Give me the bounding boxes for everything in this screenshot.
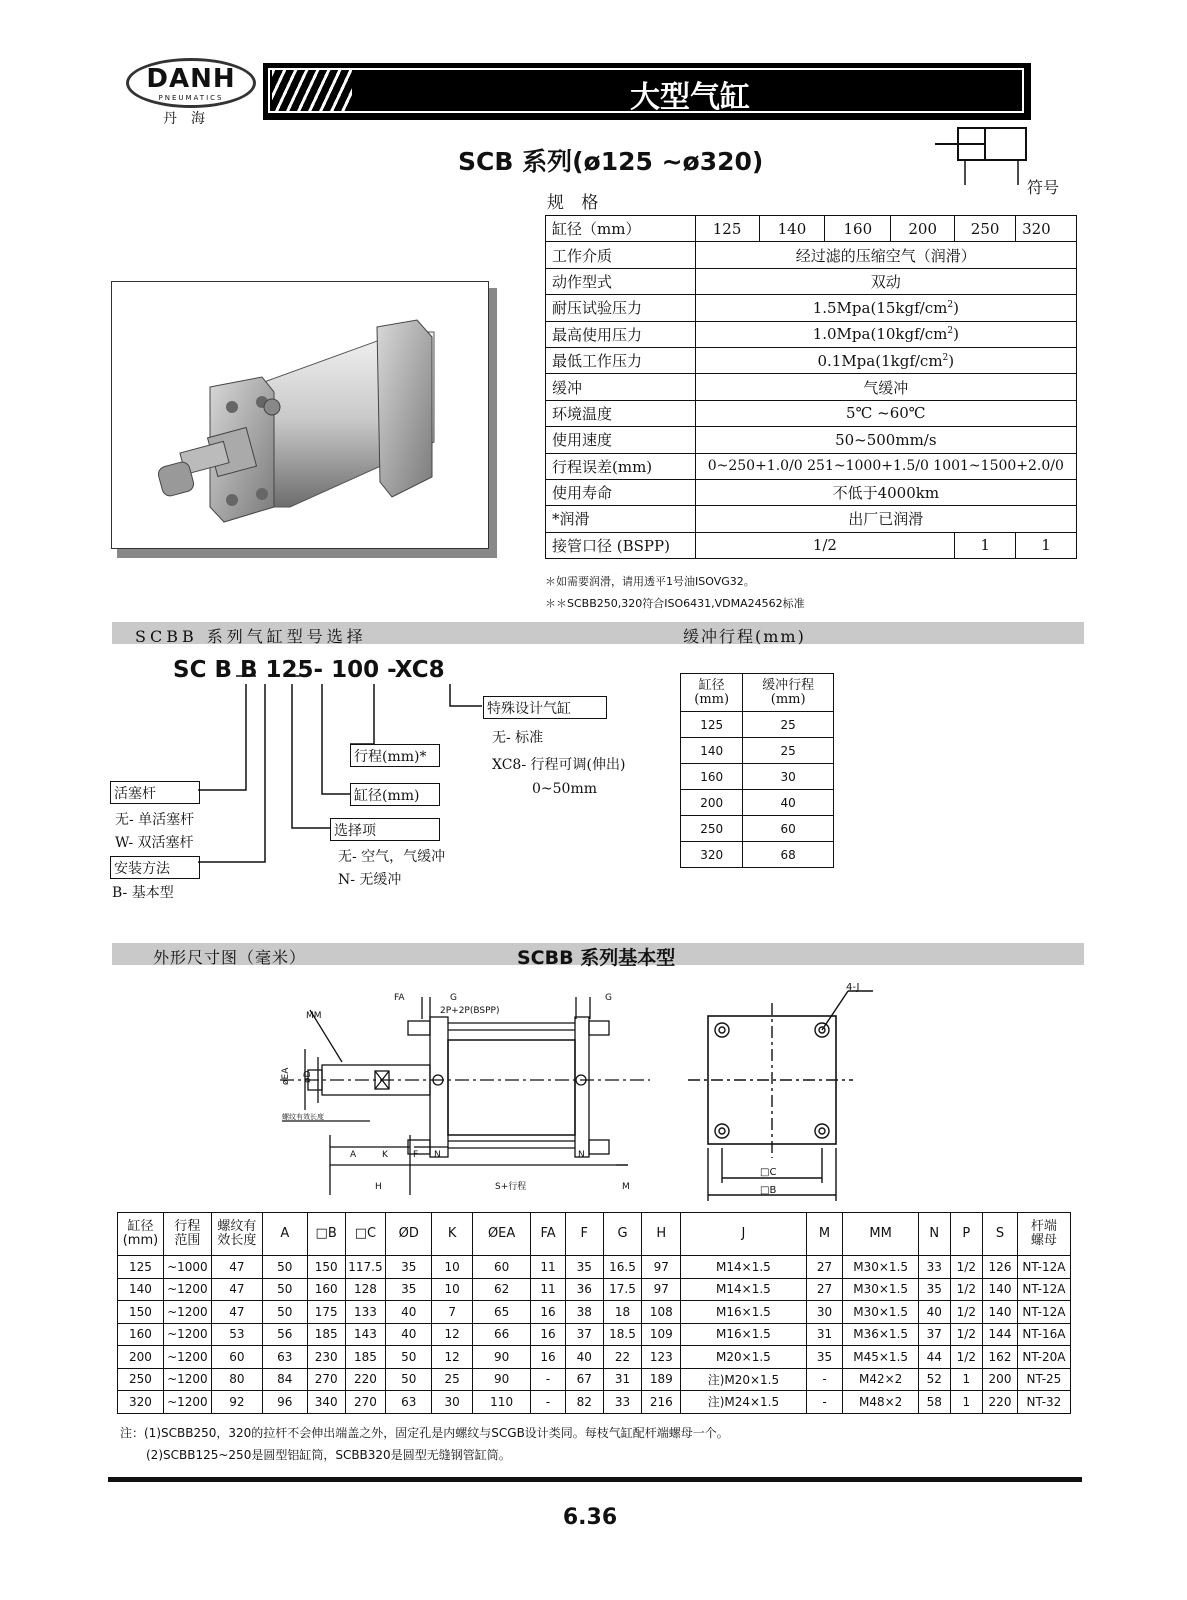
option-label: 选择项 <box>330 818 440 841</box>
table-cell: 40 <box>743 790 834 816</box>
table-cell: 16.5 <box>603 1256 642 1279</box>
table-row <box>546 400 1077 426</box>
table-cell: 133 <box>345 1301 386 1324</box>
table-header: 缸径 (mm) <box>681 674 743 712</box>
table-cell: 37 <box>565 1323 603 1346</box>
spec-bore: 200 <box>891 216 955 242</box>
table-cell: 340 <box>307 1391 345 1414</box>
spec-row-label: 缓冲 <box>546 374 696 400</box>
table-cell: 1/2 <box>950 1346 983 1369</box>
table-row <box>546 453 1077 479</box>
table-cell: NT-12A <box>1017 1301 1070 1324</box>
table-cell: 68 <box>743 842 834 868</box>
table-cell: 160 <box>118 1323 164 1346</box>
table-cell: 50 <box>262 1278 307 1301</box>
table-cell: 82 <box>565 1391 603 1414</box>
table-header: G <box>603 1213 642 1256</box>
table-cell: 270 <box>307 1368 345 1391</box>
table-cell: NT-12A <box>1017 1256 1070 1279</box>
table-cell: 126 <box>983 1256 1018 1279</box>
table-cell: - <box>531 1368 566 1391</box>
table-cell: ~1200 <box>163 1301 211 1324</box>
rod-option: W- 双活塞杆 <box>115 835 194 851</box>
cushion-table <box>680 673 834 868</box>
table-header: □B <box>307 1213 345 1256</box>
table-cell: ~1200 <box>163 1391 211 1414</box>
end-view-drawing <box>688 983 858 1203</box>
table-cell: 97 <box>642 1278 681 1301</box>
table-row <box>118 1278 1071 1301</box>
table-header: P <box>950 1213 983 1256</box>
table-cell: 16 <box>531 1323 566 1346</box>
spec-bore: 320 <box>1016 216 1077 242</box>
table-cell: 200 <box>681 790 743 816</box>
table-cell: 62 <box>473 1278 531 1301</box>
footnote-1: 注：(1)SCBB250，320的拉杆不会伸出端盖之外，固定孔是内螺纹与SCGB设计类同。每枝气缸配杆端螺母一个。 <box>120 1426 729 1440</box>
table-cell: - <box>806 1368 843 1391</box>
table-cell: 31 <box>806 1323 843 1346</box>
label-a: A <box>350 1150 357 1160</box>
table-cell: 92 <box>211 1391 262 1414</box>
table-cell: 35 <box>806 1346 843 1369</box>
table-cell: ~1000 <box>163 1256 211 1279</box>
table-cell: M14×1.5 <box>681 1278 807 1301</box>
spec-bore-label: 缸径（mm） <box>546 216 696 242</box>
table-cell: 12 <box>432 1323 473 1346</box>
table-cell: 17.5 <box>603 1278 642 1301</box>
rod-label: 活塞杆 <box>110 781 200 804</box>
table-cell: 27 <box>806 1256 843 1279</box>
logo: DANH <box>146 64 236 94</box>
table-cell: 220 <box>983 1391 1018 1414</box>
table-cell: 125 <box>118 1256 164 1279</box>
table-header: K <box>432 1213 473 1256</box>
table-row <box>681 790 834 816</box>
table-row <box>546 242 1077 268</box>
table-header-row <box>118 1213 1071 1256</box>
table-cell: NT-16A <box>1017 1323 1070 1346</box>
table-header: H <box>642 1213 681 1256</box>
table-cell: 97 <box>642 1256 681 1279</box>
table-cell: 40 <box>386 1301 432 1324</box>
table-cell: 189 <box>642 1368 681 1391</box>
table-cell: 31 <box>603 1368 642 1391</box>
table-cell: 63 <box>386 1391 432 1414</box>
bore-label: 缸径(mm) <box>350 783 440 806</box>
table-cell: 144 <box>983 1323 1018 1346</box>
mount-option: B- 基本型 <box>112 885 174 901</box>
table-cell: 1/2 <box>950 1256 983 1279</box>
mount-label: 安装方法 <box>110 856 200 879</box>
spec-row-value: 5℃ ~60℃ <box>695 400 1076 426</box>
label-f: F <box>413 1150 419 1160</box>
table-cell: 1 <box>950 1368 983 1391</box>
table-cell: M30×1.5 <box>843 1278 919 1301</box>
spec-row-label: 行程误差(mm) <box>546 453 696 479</box>
spec-table <box>545 215 1077 559</box>
spec-row-value: 气缓冲 <box>695 374 1076 400</box>
table-header: FA <box>531 1213 566 1256</box>
table-cell: 140 <box>118 1278 164 1301</box>
table-cell: - <box>806 1391 843 1414</box>
table-cell: M30×1.5 <box>843 1256 919 1279</box>
note-standard: ＊＊SCBB250,320符合ISO6431,VDMA24562标准 <box>545 597 805 610</box>
table-row <box>681 674 834 712</box>
special-option: 无- 标准 <box>492 730 544 746</box>
table-cell: 320 <box>681 842 743 868</box>
table-cell: 109 <box>642 1323 681 1346</box>
table-header: 螺纹有 效长度 <box>211 1213 262 1256</box>
table-cell: 40 <box>386 1323 432 1346</box>
table-header: F <box>565 1213 603 1256</box>
table-cell: 16 <box>531 1346 566 1369</box>
table-cell: ~1200 <box>163 1323 211 1346</box>
table-cell: 90 <box>473 1346 531 1369</box>
symbol-label: 符号 <box>1027 178 1060 197</box>
label-h: H <box>375 1182 382 1192</box>
series-title: SCB 系列(ø125 ~ø320) <box>458 147 764 176</box>
table-cell: ~1200 <box>163 1368 211 1391</box>
table-cell: 65 <box>473 1301 531 1324</box>
table-cell: 18.5 <box>603 1323 642 1346</box>
table-cell: 50 <box>386 1368 432 1391</box>
spec-row-label: 最高使用压力 <box>546 321 696 347</box>
table-cell: 25 <box>743 738 834 764</box>
table-cell: 96 <box>262 1391 307 1414</box>
label-fa: FA <box>394 993 405 1003</box>
table-cell: M16×1.5 <box>681 1301 807 1324</box>
cushion-section-title: 缓冲行程(mm) <box>683 627 806 646</box>
page-number: 6.36 <box>562 1505 618 1530</box>
table-cell: 185 <box>345 1346 386 1369</box>
spec-row-value: 50~500mm/s <box>695 427 1076 453</box>
table-cell: 47 <box>211 1301 262 1324</box>
table-cell: M45×1.5 <box>843 1346 919 1369</box>
stroke-label: 行程(mm)* <box>350 744 440 767</box>
table-header: S <box>983 1213 1018 1256</box>
table-cell: 150 <box>118 1301 164 1324</box>
cylinder-illustration <box>112 282 487 547</box>
table-row <box>118 1256 1071 1279</box>
label-n2: N <box>578 1150 585 1160</box>
spec-row-label: 耐压试验压力 <box>546 295 696 321</box>
table-cell: M20×1.5 <box>681 1346 807 1369</box>
table-cell: 160 <box>681 764 743 790</box>
table-cell: 50 <box>386 1346 432 1369</box>
table-cell: 注)M20×1.5 <box>681 1368 807 1391</box>
table-cell: 35 <box>565 1256 603 1279</box>
table-cell: ~1200 <box>163 1278 211 1301</box>
special-option: XC8- 行程可调(伸出) <box>492 757 626 773</box>
label-n: N <box>434 1150 441 1160</box>
table-cell: 16 <box>531 1301 566 1324</box>
table-row <box>546 374 1077 400</box>
special-design-label: 特殊设计气缸 <box>483 696 607 719</box>
table-row <box>118 1368 1071 1391</box>
bottom-rule <box>108 1477 1082 1482</box>
table-cell: 33 <box>603 1391 642 1414</box>
table-cell: 22 <box>603 1346 642 1369</box>
spec-row-value: 0~250+1.0/0 251~1000+1.5/0 1001~1500+2.0/0 <box>695 453 1076 479</box>
table-cell: 60 <box>743 816 834 842</box>
table-cell: 140 <box>983 1278 1018 1301</box>
table-row <box>118 1301 1071 1324</box>
spec-row-label: 使用寿命 <box>546 479 696 505</box>
table-cell: 50 <box>262 1301 307 1324</box>
label-b: □B <box>760 1185 777 1196</box>
table-header: MM <box>843 1213 919 1256</box>
spec-row-value: $1.0Mpa(10kgf/cm^2)$ <box>695 321 1076 347</box>
table-cell: M14×1.5 <box>681 1256 807 1279</box>
table-row <box>681 816 834 842</box>
table-cell: 110 <box>473 1391 531 1414</box>
table-row <box>546 347 1077 373</box>
table-cell: 230 <box>307 1346 345 1369</box>
table-row <box>118 1323 1071 1346</box>
table-cell: 220 <box>345 1368 386 1391</box>
spec-row-label: 最低工作压力 <box>546 347 696 373</box>
table-cell: 143 <box>345 1323 386 1346</box>
table-cell: 56 <box>262 1323 307 1346</box>
label-g: G <box>450 993 457 1003</box>
spec-row-value: 经过滤的压缩空气（润滑） <box>695 242 1076 268</box>
table-cell: 128 <box>345 1278 386 1301</box>
table-row <box>118 1346 1071 1369</box>
table-cell: 47 <box>211 1256 262 1279</box>
label-port: 2P+2P(BSPP) <box>440 1006 500 1016</box>
table-cell: 66 <box>473 1323 531 1346</box>
spec-port-value: 1/2 <box>695 532 955 558</box>
spec-port-label: 接管口径 (BSPP) <box>546 532 696 558</box>
table-header: □C <box>345 1213 386 1256</box>
table-header: 缓冲行程 (mm) <box>743 674 834 712</box>
table-cell: 11 <box>531 1278 566 1301</box>
table-cell: 30 <box>806 1301 843 1324</box>
table-cell: 84 <box>262 1368 307 1391</box>
table-cell: M30×1.5 <box>843 1301 919 1324</box>
cylinder-symbol-lines <box>930 125 1030 187</box>
table-cell: NT-20A <box>1017 1346 1070 1369</box>
table-cell: 注)M24×1.5 <box>681 1391 807 1414</box>
spec-row-value: $0.1Mpa(1kgf/cm^2)$ <box>695 347 1076 373</box>
label-ea: øEA <box>281 1067 291 1085</box>
table-header: N <box>918 1213 950 1256</box>
label-thread: 螺纹有效长度 <box>282 1113 324 1121</box>
table-header: ØD <box>386 1213 432 1256</box>
spec-bore: 140 <box>759 216 825 242</box>
label-mm: MM <box>306 1011 322 1021</box>
table-cell: ~1200 <box>163 1346 211 1369</box>
table-cell: 7 <box>432 1301 473 1324</box>
table-cell: 117.5 <box>345 1256 386 1279</box>
page-title: 大型气缸 <box>630 80 750 115</box>
label-k: K <box>382 1150 388 1160</box>
side-view-drawing <box>270 985 670 1200</box>
table-cell: 35 <box>386 1256 432 1279</box>
table-row <box>546 216 1077 242</box>
table-cell: 63 <box>262 1346 307 1369</box>
table-cell: 185 <box>307 1323 345 1346</box>
spec-row-value: 双动 <box>695 268 1076 294</box>
spec-label: 规 格 <box>547 193 605 213</box>
table-cell: 67 <box>565 1368 603 1391</box>
table-row <box>546 321 1077 347</box>
table-cell: 38 <box>565 1301 603 1324</box>
dimension-table <box>117 1212 1071 1414</box>
table-cell: 1/2 <box>950 1323 983 1346</box>
spec-row-label: *润滑 <box>546 506 696 532</box>
table-cell: 162 <box>983 1346 1018 1369</box>
table-cell: 1 <box>950 1391 983 1414</box>
table-cell: 30 <box>432 1391 473 1414</box>
table-cell: 58 <box>918 1391 950 1414</box>
table-cell: 140 <box>983 1301 1018 1324</box>
rod-option: 无- 单活塞杆 <box>115 812 195 828</box>
table-cell: 160 <box>307 1278 345 1301</box>
table-cell: 25 <box>432 1368 473 1391</box>
table-row <box>681 738 834 764</box>
table-cell: M48×2 <box>843 1391 919 1414</box>
table-row <box>546 427 1077 453</box>
table-cell: M42×2 <box>843 1368 919 1391</box>
spec-port-value: 1 <box>1016 532 1077 558</box>
table-cell: NT-25 <box>1017 1368 1070 1391</box>
table-cell: 25 <box>743 712 834 738</box>
table-cell: 27 <box>806 1278 843 1301</box>
table-cell: M16×1.5 <box>681 1323 807 1346</box>
label-s: S+行程 <box>495 1182 527 1192</box>
table-row <box>546 295 1077 321</box>
table-header: A <box>262 1213 307 1256</box>
table-row <box>681 712 834 738</box>
logo-subtitle: PNEUMATICS <box>158 94 224 102</box>
spec-row-value: 出厂已润滑 <box>695 506 1076 532</box>
table-cell: NT-12A <box>1017 1278 1070 1301</box>
logo-chinese-name: 丹海 <box>163 111 219 127</box>
model-section-title: SCBB 系列气缸型号选择 <box>135 627 367 646</box>
table-cell: 320 <box>118 1391 164 1414</box>
spec-bore: 125 <box>695 216 759 242</box>
table-cell: 18 <box>603 1301 642 1324</box>
table-cell: 44 <box>918 1346 950 1369</box>
table-row <box>546 506 1077 532</box>
table-cell: 11 <box>531 1256 566 1279</box>
table-cell: 175 <box>307 1301 345 1324</box>
table-header: M <box>806 1213 843 1256</box>
table-row <box>546 532 1077 558</box>
table-header: J <box>681 1213 807 1256</box>
table-cell: 60 <box>473 1256 531 1279</box>
table-cell: 140 <box>681 738 743 764</box>
table-cell: 33 <box>918 1256 950 1279</box>
table-cell: 90 <box>473 1368 531 1391</box>
table-cell: M36×1.5 <box>843 1323 919 1346</box>
spec-row-label: 工作介质 <box>546 242 696 268</box>
dimension-section-subtitle: SCBB 系列基本型 <box>517 947 676 969</box>
table-row <box>681 842 834 868</box>
spec-row-value: 不低于4000km <box>695 479 1076 505</box>
table-header: 缸径 (mm) <box>118 1213 164 1256</box>
option-item: 无- 空气，气缓冲 <box>338 849 446 865</box>
spec-row-value: $1.5Mpa(15kgf/cm^2)$ <box>695 295 1076 321</box>
table-cell: 125 <box>681 712 743 738</box>
table-cell: 37 <box>918 1323 950 1346</box>
table-cell: - <box>531 1391 566 1414</box>
label-d: øD <box>303 1070 313 1083</box>
label-g2: G <box>605 993 612 1003</box>
spec-row-label: 动作型式 <box>546 268 696 294</box>
table-cell: 36 <box>565 1278 603 1301</box>
table-cell: 40 <box>565 1346 603 1369</box>
table-cell: 216 <box>642 1391 681 1414</box>
title-stripes-decoration <box>272 70 352 111</box>
table-row <box>118 1391 1071 1414</box>
table-cell: 250 <box>681 816 743 842</box>
table-cell: 10 <box>432 1278 473 1301</box>
spec-bore: 250 <box>955 216 1016 242</box>
note-lubrication: ＊如需要润滑，请用透平1号油ISOVG32。 <box>545 575 755 588</box>
table-header: 行程 范围 <box>163 1213 211 1256</box>
table-cell: 150 <box>307 1256 345 1279</box>
table-cell: 47 <box>211 1278 262 1301</box>
table-cell: 270 <box>345 1391 386 1414</box>
table-cell: 60 <box>211 1346 262 1369</box>
table-header: ØEA <box>473 1213 531 1256</box>
spec-port-value: 1 <box>955 532 1016 558</box>
spec-row-label: 使用速度 <box>546 427 696 453</box>
model-code-example: SC B B 125- 100 -XC8 <box>173 657 445 683</box>
table-header: 杆端 螺母 <box>1017 1213 1070 1256</box>
table-cell: 40 <box>918 1301 950 1324</box>
table-cell: 53 <box>211 1323 262 1346</box>
table-cell: 108 <box>642 1301 681 1324</box>
table-cell: 50 <box>262 1256 307 1279</box>
label-m: M <box>622 1182 630 1192</box>
table-cell: 10 <box>432 1256 473 1279</box>
table-cell: 200 <box>118 1346 164 1369</box>
table-cell: 35 <box>386 1278 432 1301</box>
label-j: 4-J <box>846 982 860 993</box>
table-cell: 200 <box>983 1368 1018 1391</box>
table-row <box>681 764 834 790</box>
table-cell: 80 <box>211 1368 262 1391</box>
table-cell: 12 <box>432 1346 473 1369</box>
product-photo <box>111 281 489 549</box>
table-cell: 30 <box>743 764 834 790</box>
spec-row-label: 环境温度 <box>546 400 696 426</box>
footnote-2: (2)SCBB125~250是圆型铝缸筒，SCBB320是圆型无缝钢管缸筒。 <box>146 1448 511 1462</box>
table-cell: 250 <box>118 1368 164 1391</box>
table-cell: 123 <box>642 1346 681 1369</box>
table-cell: 35 <box>918 1278 950 1301</box>
label-c: □C <box>760 1167 777 1178</box>
table-cell: 52 <box>918 1368 950 1391</box>
table-cell: NT-32 <box>1017 1391 1070 1414</box>
dimension-section-title: 外形尺寸图（毫米） <box>153 948 307 967</box>
table-cell: 1/2 <box>950 1301 983 1324</box>
special-option: 0~50mm <box>532 781 598 797</box>
spec-bore: 160 <box>825 216 891 242</box>
table-row <box>546 479 1077 505</box>
table-cell: 1/2 <box>950 1278 983 1301</box>
option-item: N- 无缓冲 <box>338 872 402 888</box>
table-row <box>546 268 1077 294</box>
